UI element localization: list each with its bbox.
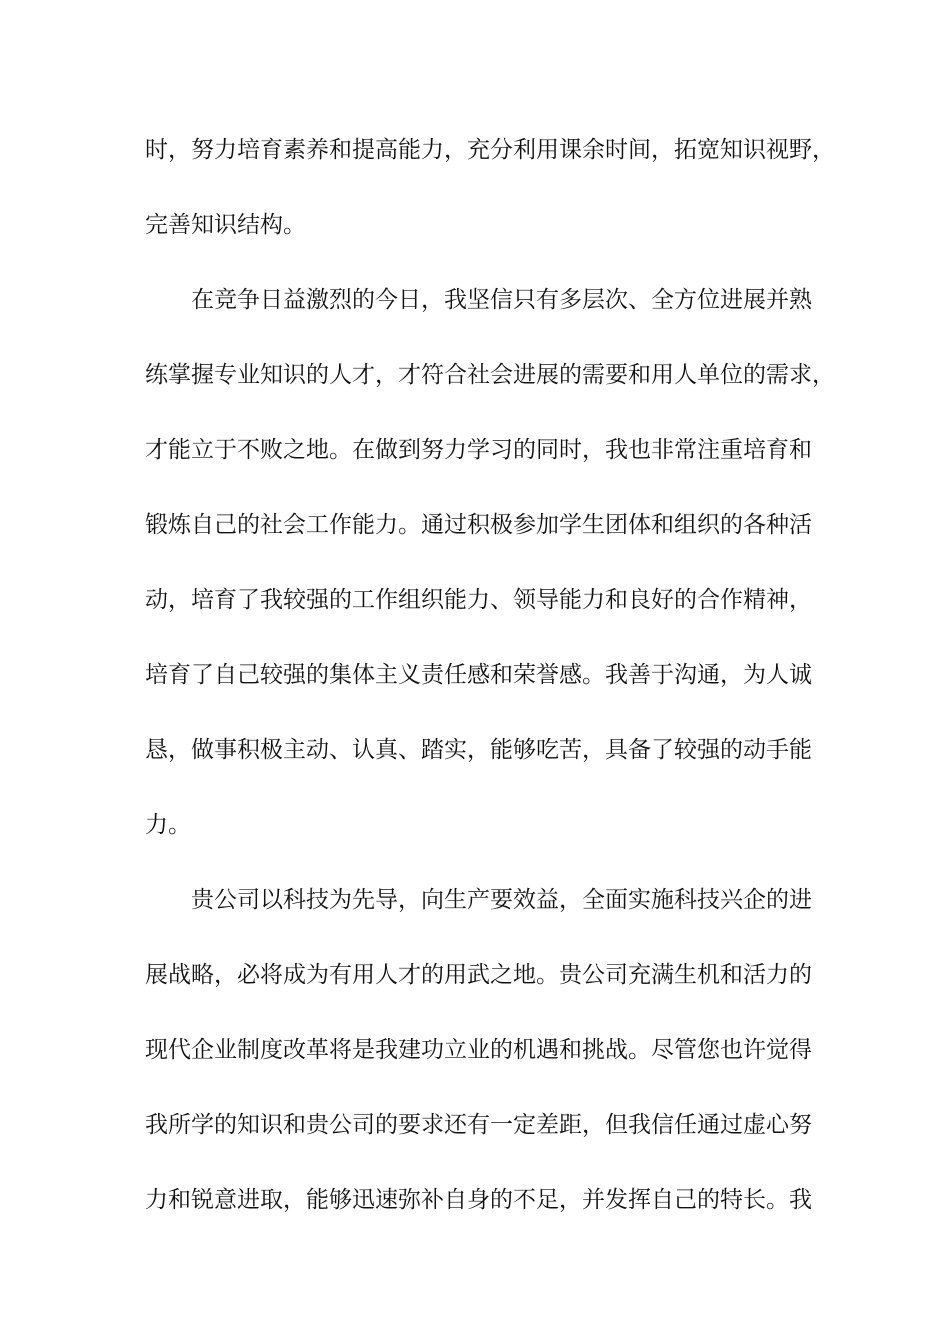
text-line: 我所学的知识和贵公司的要求还有一定差距，但我信任通过虚心努 [145, 1112, 812, 1138]
text-line: 动，培育了我较强的工作组织能力、领导能力和良好的合作精神， [145, 587, 812, 613]
text-line: 力和锐意进取，能够迅速弥补自身的不足，并发挥自己的特长。我 [145, 1187, 812, 1213]
text-line: 培育了自己较强的集体主义责任感和荣誉感。我善于沟通，为人诚 [145, 662, 812, 688]
text-line: 时，努力培育素养和提高能力，充分利用课余时间，拓宽知识视野， [145, 137, 835, 163]
paragraph-first-line: 在竞争日益激烈的今日，我坚信只有多层次、全方位进展并熟 [191, 287, 812, 313]
body-text [145, 124, 835, 1249]
text-line: 恳，做事积极主动、认真、踏实，能够吃苦，具备了较强的动手能 [145, 737, 812, 763]
text-line: 才能立于不败之地。在做到努力学习的同时，我也非常注重培育和 [145, 437, 812, 463]
text-line: 完善知识结构。 [145, 212, 306, 238]
text-line: 力。 [145, 812, 191, 838]
paragraph-first-line: 贵公司以科技为先导，向生产要效益，全面实施科技兴企的进 [191, 887, 812, 913]
text-line: 现代企业制度改革将是我建功立业的机遇和挑战。尽管您也许觉得 [145, 1037, 812, 1063]
text-line: 锻炼自己的社会工作能力。通过积极参加学生团体和组织的各种活 [145, 512, 812, 538]
text-line: 展战略，必将成为有用人才的用武之地。贵公司充满生机和活力的 [145, 962, 812, 988]
text-line: 练掌握专业知识的人才，才符合社会进展的需要和用人单位的需求， [145, 362, 835, 388]
